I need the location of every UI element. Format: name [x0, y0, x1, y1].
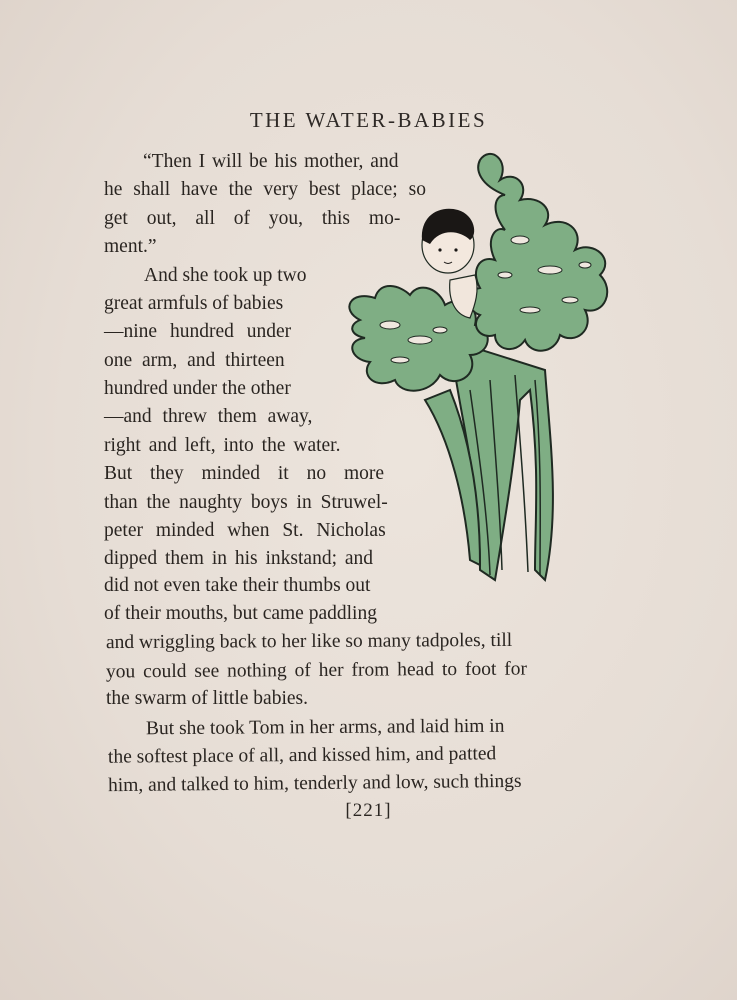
seaweed-baby-illustration	[330, 140, 620, 590]
text-line: the swarm of little babies.	[106, 688, 308, 709]
page-number: [221]	[345, 800, 392, 821]
text-line: he shall have the very best place; so	[104, 179, 426, 200]
text-line: But she took Tom in her arms, and laid him in	[145, 715, 505, 740]
text-line: and wriggling back to her like so many tadpoles, till	[105, 629, 513, 654]
text-line: And she took up two	[144, 265, 307, 286]
text-line: did not even take their thumbs out	[104, 575, 371, 596]
text-line: —and threw them away,	[104, 406, 313, 427]
text-line: get out, all of you, this mo-	[104, 208, 401, 229]
text-line: “Then I will be his mother, and	[143, 151, 399, 172]
text-line: peter minded when St. Nicholas	[104, 520, 386, 541]
text-line: But they minded it no more	[104, 463, 385, 484]
running-head: THE WATER-BABIES	[249, 108, 488, 132]
text-line: the softest place of all, and kissed him, and patted	[107, 743, 497, 768]
text-line: hundred under the other	[104, 378, 291, 399]
text-line: dipped them in his inkstand; and	[104, 548, 374, 569]
text-line: right and left, into the water.	[104, 435, 341, 456]
text-line: of their mouths, but came paddling	[104, 603, 377, 624]
text-line: than the naughty boys in Struwel-	[104, 492, 388, 513]
text-line: you could see nothing of her from head to foot for	[105, 658, 528, 683]
seaweed-frond-right	[469, 154, 607, 351]
text-line: him, and talked to him, tenderly and low, such things	[107, 770, 522, 797]
text-line: —nine hundred under	[104, 321, 292, 342]
text-line: ment.”	[104, 236, 157, 257]
text-line: great armfuls of babies	[104, 293, 284, 314]
text-line: one arm, and thirteen	[104, 350, 285, 371]
